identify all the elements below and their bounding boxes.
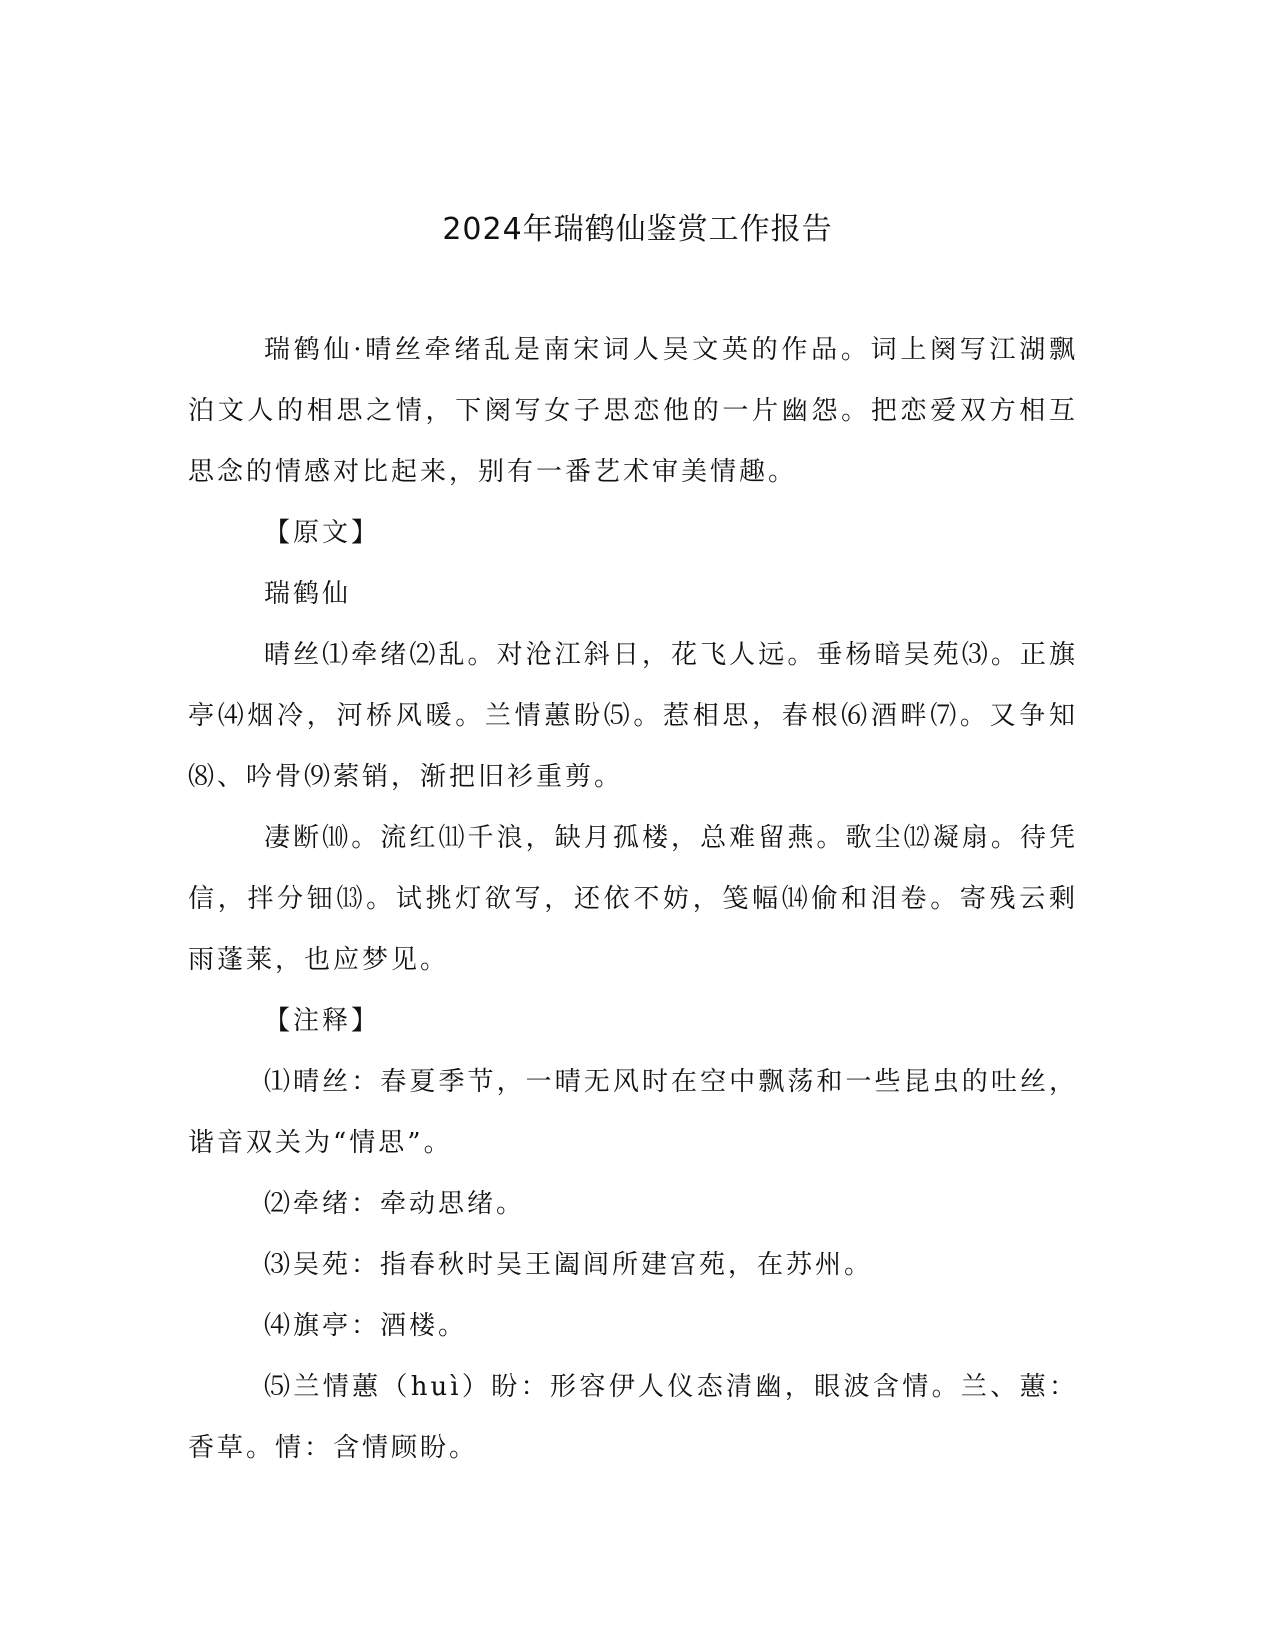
intro-paragraph: 瑞鹤仙·晴丝牵绪乱是南宋词人吴文英的作品。词上阕写江湖飘泊文人的相思之情，下阕写女子思恋他的一片幽怨。把恋爱双方相互思念的情感对比起来，别有一番艺术审美情趣。 xyxy=(188,335,1078,487)
note-item: ⑷旗亭：酒楼。 xyxy=(264,1311,468,1341)
note-item: ⑵牵绪：牵动思绪。 xyxy=(264,1189,526,1219)
note-item: ⑴晴丝：春夏季节，一晴无风时在空中飘荡和一些昆虫的吐丝，谐音双关为“情思”。 xyxy=(188,1067,1078,1158)
section-heading-original-text: 【原文】 xyxy=(264,518,381,548)
note-item: ⑸兰情蕙（huì）盼：形容伊人仪态清幽，眼波含情。兰、蕙：香草。情：含情顾盼。 xyxy=(188,1372,1078,1463)
document-title: 2024年瑞鹤仙鉴赏工作报告 xyxy=(442,212,833,247)
section-heading-notes: 【注释】 xyxy=(264,1006,381,1036)
poem-title: 瑞鹤仙 xyxy=(264,579,352,609)
note-item: ⑶吴苑：指春秋时吴王阖闾所建宫苑，在苏州。 xyxy=(264,1250,874,1280)
poem-stanza-second: 凄断⑽。流红⑾千浪，缺月孤楼，总难留燕。歌尘⑿凝扇。待凭信，拌分钿⒀。试挑灯欲写，还依不妨，笺幅⒁偷和泪卷。寄残云剩雨蓬莱，也应梦见。 xyxy=(188,823,1078,975)
document-body xyxy=(188,320,1078,1479)
poem-stanza-first: 晴丝⑴牵绪⑵乱。对沧江斜日，花飞人远。垂杨暗吴苑⑶。正旗亭⑷烟冷，河桥风暖。兰情蕙盼⑸。惹相思，春根⑹酒畔⑺。又争知⑻、吟骨⑼萦销，渐把旧衫重剪。 xyxy=(188,640,1078,792)
